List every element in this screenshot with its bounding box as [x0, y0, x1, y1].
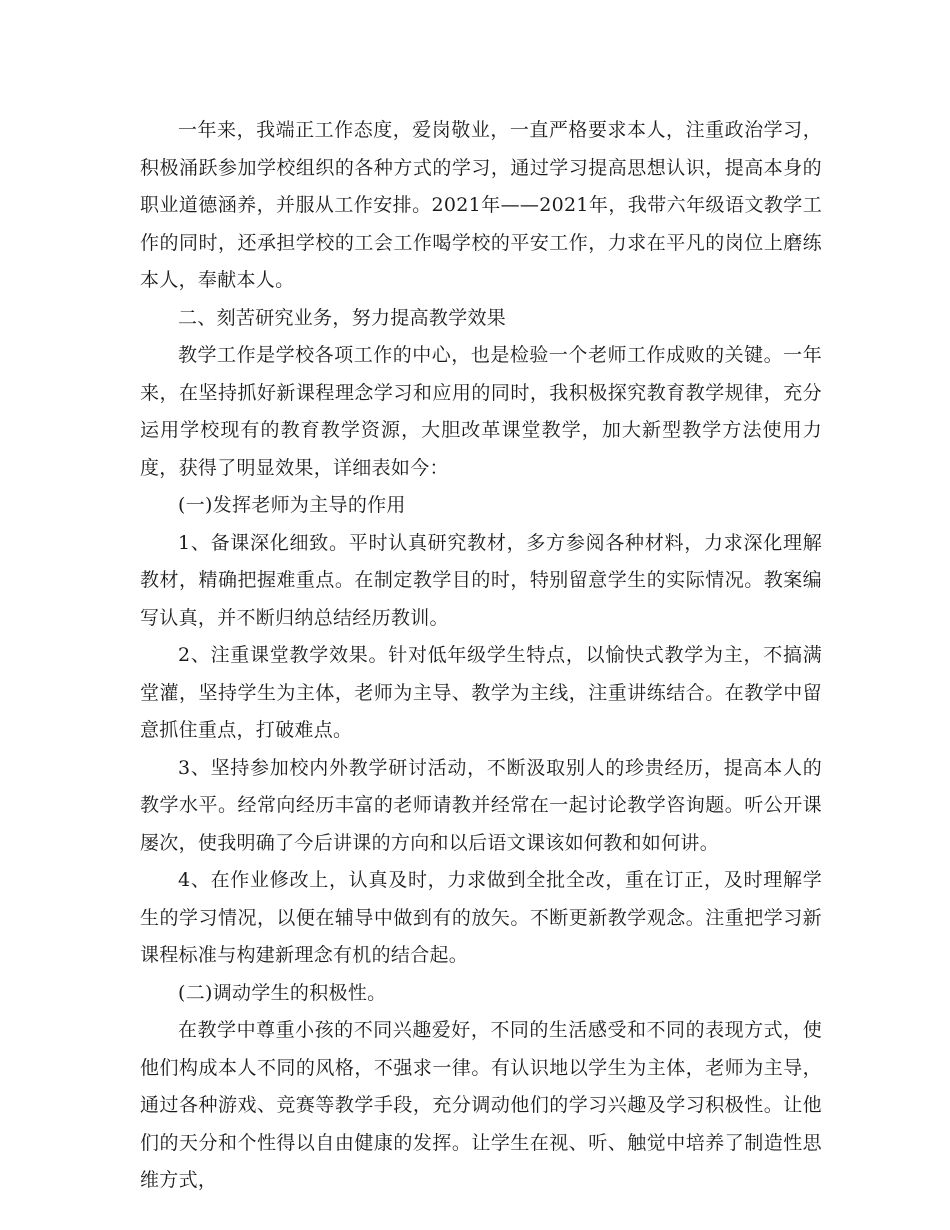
- list-item-homework: 4、在作业修改上，认真及时，力求做到全批全改，重在订正，及时理解学生的学习情况，以便在辅导中做到有的放矢。不断更新教学观念。注重把学习新课程标准与构建新理念有机的结合起。: [140, 869, 822, 966]
- section-heading-teaching: 二、刻苦研究业务，努力提高教学效果: [178, 306, 507, 329]
- document-body: [140, 112, 822, 1200]
- paragraph-intro: 一年来，我端正工作态度，爱岗敬业，一直严格要求本人，注重政治学习，积极涌跃参加学校组织的各种方式的学习，通过学习提高思想认识，提高本身的职业道德涵养，并服从工作安排。2021年——2021年，我带六年级语文教学工作的同时，还承担学校的工会工作喝学校的平安工作，力求在平凡的岗位上磨练本人，奉献本人。: [140, 119, 822, 291]
- list-item-lesson-prep: 1、备课深化细致。平时认真研究教材，多方参阅各种材料，力求深化理解教材，精确把握难重点。在制定教学目的时，特别留意学生的实际情况。教案编写认真，并不断归纳总结经历教训。: [140, 531, 822, 629]
- list-item-classroom-effect: 2、注重课堂教学效果。针对低年级学生特点，以愉快式教学为主，不搞满堂灌，坚持学生为主体，老师为主导、教学为主线，注重讲练结合。在教学中留意抓住重点，打破难点。: [140, 644, 822, 741]
- paragraph-teaching-overview: 教学工作是学校各项工作的中心，也是检验一个老师工作成败的关键。一年来，在坚持抓好新课程理念学习和应用的同时，我积极探究教育教学规律，充分运用学校现有的教育教学资源，大胆改革课堂教学，加大新型教学方法使用力度，获得了明显效果，详细表如今：: [140, 344, 822, 479]
- paragraph-student-motivation: 在教学中尊重小孩的不同兴趣爱好，不同的生活感受和不同的表现方式，使他们构成本人不同的风格，不强求一律。有认识地以学生为主体，老师为主导，通过各种游戏、竞赛等教学手段，充分调动他们的学习兴趣及学习积极性。让他们的天分和个性得以自由健康的发挥。让学生在视、听、触觉中培养了制造性思维方式，: [140, 1019, 822, 1191]
- subsection-heading-teacher-role: (一)发挥老师为主导的作用: [178, 494, 406, 516]
- list-item-research-activities: 3、坚持参加校内外教学研讨活动，不断汲取别人的珍贵经历，提高本人的教学水平。经常向经历丰富的老师请教并经常在一起讨论教学咨询题。听公开课屡次，使我明确了今后讲课的方向和以后语文课该如何教和如何讲。: [140, 756, 822, 854]
- subsection-heading-student-motivation: (二)调动学生的积极性。: [178, 981, 387, 1004]
